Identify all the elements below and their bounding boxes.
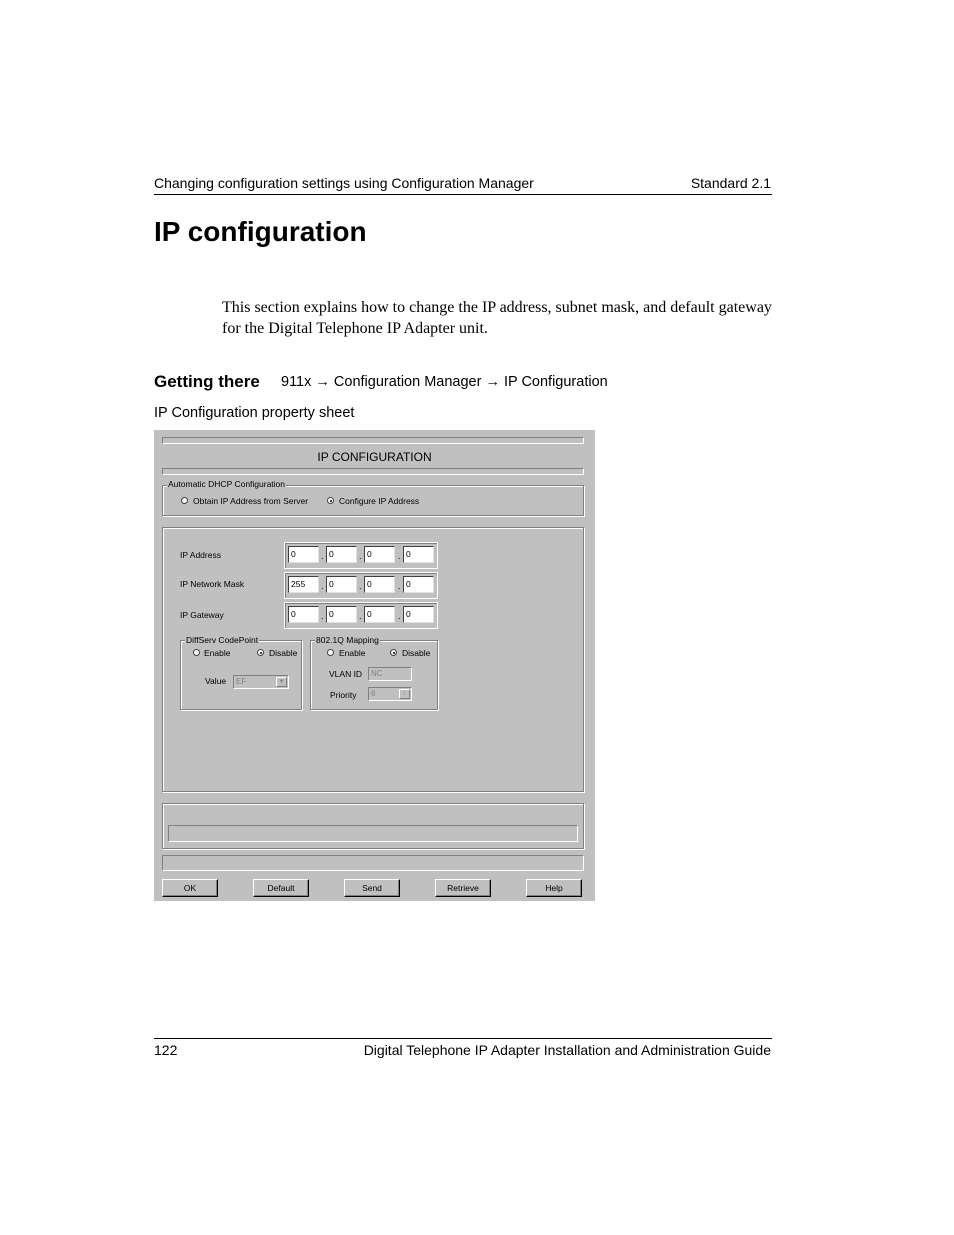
octet-separator: . (321, 551, 324, 561)
gateway-field (284, 602, 438, 629)
spin-arrows-icon[interactable]: ↕ (399, 689, 410, 699)
octet-separator: . (321, 611, 324, 621)
vlan-id-label: VLAN ID (329, 669, 363, 679)
help-button[interactable]: Help (526, 879, 582, 897)
vlan-legend: 802.1Q Mapping (316, 635, 379, 645)
priority-label: Priority (330, 690, 357, 700)
ip-address-octet-4[interactable]: 0 (403, 546, 434, 563)
retrieve-button[interactable]: Retrieve (435, 879, 491, 897)
header-rule (154, 194, 772, 195)
gateway-octet-2[interactable]: 0 (326, 606, 357, 623)
priority-spinner[interactable] (368, 687, 412, 701)
diffserv-enable-label: Enable (204, 648, 231, 658)
running-header-left: Changing configuration settings using Configuration Manager (154, 175, 534, 191)
diffserv-disable-radio[interactable] (257, 649, 264, 656)
ip-address-octet-3[interactable]: 0 (364, 546, 395, 563)
network-mask-octet-1[interactable]: 255 (288, 576, 319, 593)
octet-separator: . (359, 551, 362, 561)
diffserv-value-select[interactable] (233, 675, 289, 689)
network-mask-label: IP Network Mask (180, 579, 245, 589)
vlan-disable-radio[interactable] (390, 649, 397, 656)
octet-separator: . (321, 581, 324, 591)
ip-address-field (284, 542, 438, 569)
top-bar (162, 437, 584, 444)
getting-there-path: 911x → Configuration Manager → IP Configuration (281, 374, 608, 390)
send-button[interactable]: Send (344, 879, 400, 897)
footer-rule (154, 1038, 772, 1039)
page-number: 122 (154, 1042, 178, 1058)
diffserv-value-label: Value (205, 676, 227, 686)
octet-separator: . (398, 581, 401, 591)
gateway-label: IP Gateway (180, 610, 224, 620)
ip-address-label: IP Address (180, 550, 221, 560)
gateway-octet-3[interactable]: 0 (364, 606, 395, 623)
configure-ip-label: Configure IP Address (339, 496, 420, 506)
network-mask-octet-4[interactable]: 0 (403, 576, 434, 593)
diffserv-enable-radio[interactable] (193, 649, 200, 656)
priority-value: 6 (371, 689, 376, 698)
vlan-id-input[interactable]: NC (368, 667, 412, 681)
octet-separator: . (359, 581, 362, 591)
dialog-title: IP CONFIGURATION (317, 450, 432, 464)
vlan-disable-label: Disable (402, 648, 431, 658)
figure-caption: IP Configuration property sheet (154, 405, 355, 421)
ip-address-octet-2[interactable]: 0 (326, 546, 357, 563)
dhcp-legend: Automatic DHCP Configuration (168, 479, 286, 489)
obtain-ip-label: Obtain IP Address from Server (193, 496, 309, 506)
octet-separator: . (398, 551, 401, 561)
ok-button[interactable]: OK (162, 879, 218, 897)
default-button[interactable]: Default (253, 879, 309, 897)
gateway-octet-1[interactable]: 0 (288, 606, 319, 623)
diffserv-legend: DiffServ CodePoint (186, 635, 259, 645)
diffserv-disable-label: Disable (269, 648, 298, 658)
ip-address-octet-1[interactable]: 0 (288, 546, 319, 563)
progress-bar (162, 855, 584, 871)
vlan-enable-label: Enable (339, 648, 366, 658)
gateway-octet-4[interactable]: 0 (403, 606, 434, 623)
network-mask-octet-3[interactable]: 0 (364, 576, 395, 593)
status-field (168, 825, 578, 842)
diffserv-value: EF (236, 677, 247, 686)
getting-there-label: Getting there (154, 372, 260, 391)
network-mask-octet-2[interactable]: 0 (326, 576, 357, 593)
running-header-right: Standard 2.1 (690, 175, 771, 191)
obtain-ip-radio[interactable] (181, 497, 188, 504)
page-title: IP configuration (154, 216, 367, 247)
octet-separator: . (359, 611, 362, 621)
octet-separator: . (398, 611, 401, 621)
intro-paragraph: This section explains how to change the IP address, subnet mask, and default gateway for the Digital Telephone IP Adapter unit. (222, 299, 772, 337)
configure-ip-radio[interactable] (327, 497, 334, 504)
vlan-enable-radio[interactable] (327, 649, 334, 656)
footer-doc-title: Digital Telephone IP Adapter Installation and Administration Guide (363, 1042, 771, 1058)
title-bar-lower (162, 468, 584, 475)
network-mask-field (284, 572, 438, 599)
chevron-down-icon[interactable]: ▼ (276, 677, 287, 687)
ip-configuration-dialog (154, 430, 595, 901)
